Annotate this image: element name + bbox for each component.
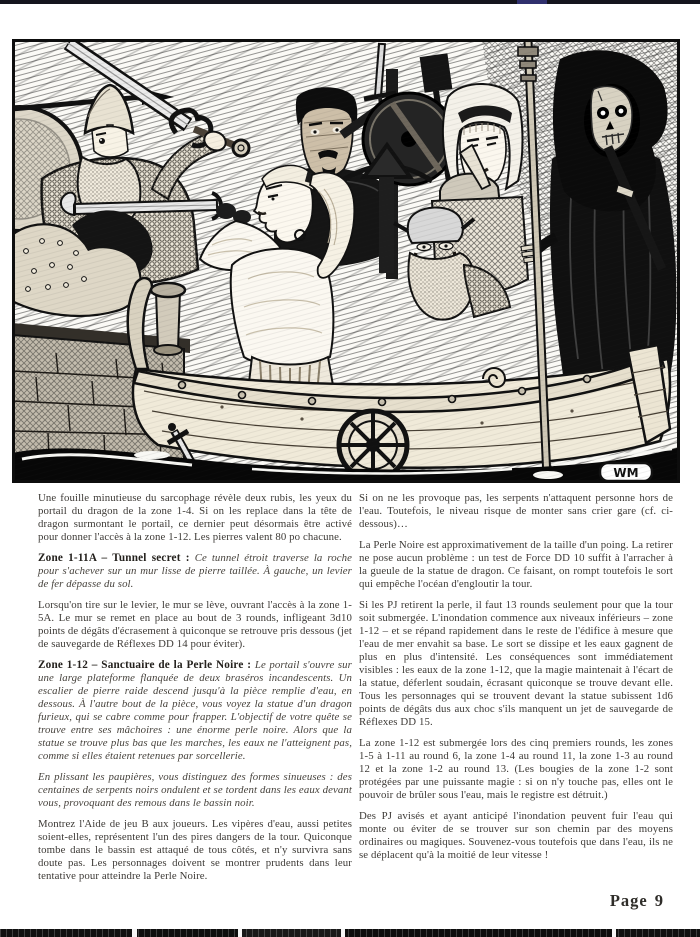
- page-number-value: 9: [654, 891, 664, 910]
- page-number-label: Page: [609, 891, 648, 910]
- read-aloud-text: Le portail s'ouvre sur une large plateforme flanquée de deux braséros incandescents. Un escalier de pierre raide descend jusqu'à la pièce remplie d'eau, en dessous. À l'autre bout de la pièce, vous voyez la statue d'un dragon furieux, qui se cabre comme pour frapper. L'objectif de votre quête se trouve entre ses mâchoires : une énorme perle noire. Alors que la statue se trouve plus bas que les marches, les eaux ne l'atteignent pas, comme si elles étaient retenues par sorcellerie.: [38, 659, 352, 762]
- body-text: Si les PJ retirent la perle, il faut 13 rounds seulement pour que la tour soit submergée. L'inondation commence aux niveaux inférieurs – zone 1-12 – et se répand rapidement dans le reste de l'édifice à mesure que l'eau de mer envahit sa base. Le sort se dissipe et les eaux gagnent de plus en plus d'intensité. Les conséquences sont immédiatement visibles : les eaux de la zone 1-12, que la magie maintenait à l'écart de la statue, déferlent soudain, écrasant quiconque se trouve devant elle. Tous les personnages qui se trouvent devant la statue subissent 1d6 points de dégâts dus aux choc s'ils manquent un jet de sauvegarde de Réflexes DD 15.: [359, 599, 673, 728]
- paragraph: [359, 599, 673, 729]
- text-column-left: [38, 492, 352, 891]
- paragraph: [38, 492, 352, 544]
- text-column-right: [359, 492, 673, 870]
- paragraph: [359, 737, 673, 802]
- next-page-edge: [0, 929, 700, 937]
- body-text: Des PJ avisés et ayant anticipé l'inondation peuvent fuir l'eau qui monte ou éviter de se trouver sur son chemin par des moyens ordinaires ou magiques. Souvenez-vous toutefois que dans l'eau, ils ne se déplacent qu'à la moitié de leur vitesse !: [359, 810, 673, 861]
- paragraph: [38, 818, 352, 883]
- paragraph: [38, 771, 352, 810]
- page-number: [610, 891, 664, 911]
- previous-page-edge-accent: [517, 0, 547, 4]
- read-aloud-text: Ce tunnel étroit traverse la roche pour s'achever sur un mur lisse de pierre taillée. À gauche, un levier de fer dépasse du sol.: [38, 552, 352, 590]
- paragraph: [38, 552, 352, 591]
- paragraph: [359, 810, 673, 862]
- body-text: Une fouille minutieuse du sarcophage révèle deux rubis, les yeux du portail du dragon de la zone 1-4. Si on les replace dans la tête de dragon surmontant le portail, ce dernier peut désormais être activé pour donner l'accès à la zone 1-12. Les pierres valent 80 po chacune.: [38, 492, 352, 543]
- body-text: En plissant les paupières, vous distinguez des formes sinueuses : des centaines de serpents noirs ondulent et se tordent dans les eaux devant vous, provoquant des remous dans le bassin noir.: [38, 771, 352, 809]
- page-illustration: [12, 39, 680, 483]
- paragraph: [359, 539, 673, 591]
- body-text: Si on ne les provoque pas, les serpents n'attaquent personne hors de l'eau. Toutefois, le niveau risque de monter sans crier gare (cf. ci-dessous)…: [359, 492, 673, 530]
- paragraph: [359, 492, 673, 531]
- zone-heading: Zone 1-12 – Sanctuaire de la Perle Noire :: [38, 659, 255, 671]
- zone-heading: Zone 1-11A – Tunnel secret :: [38, 552, 195, 564]
- body-text: Lorsqu'on tire sur le levier, le mur se lève, ouvrant l'accès à la zone 1-5A. Le mur se remet en place au bout de 3 rounds, infligeant 3d10 points de dégâts d'écrasement à quiconque se retrouve pris dessous (jet de sauvegarde de Réflexes DD 14 pour éviter).: [38, 599, 352, 650]
- paragraph: [38, 599, 352, 651]
- body-text: La zone 1-12 est submergée lors des cinq premiers rounds, les zones 1-5 à 1-11 au round 6, la zone 1-4 au round 11, la zone 1-3 au round 12 et la zone 1-2 au round 13. (Les bougies de la zone 1-2 sont protégées par une puissante magie : si on n'y touche pas, elles ont le pouvoir de brûler sous l'eau, mais le registre est détruit.): [359, 737, 673, 801]
- body-text: La Perle Noire est approximativement de la taille d'un poing. La retirer ne pose aucun problème : un test de Force DD 10 suffit à l'arracher à la gueule de la statue de dragon. Ce faisant, on rompt toutefois le sort qui empêche l'océan d'engloutir la tour.: [359, 539, 673, 590]
- signature-text: WM: [613, 466, 639, 480]
- paragraph: [38, 659, 352, 763]
- body-text: Montrez l'Aide de jeu B aux joueurs. Les vipères d'eau, aussi petites soient-elles, représentent l'un des pires dangers de la tour. Quiconque tombe dans le bassin est attaqué de tous côtés, et n'y survivra sans doute pas. Les personnages doivent se montrer prudents dans leur tentative pour atteindre la Perle Noire.: [38, 818, 352, 882]
- previous-page-edge: [0, 0, 700, 4]
